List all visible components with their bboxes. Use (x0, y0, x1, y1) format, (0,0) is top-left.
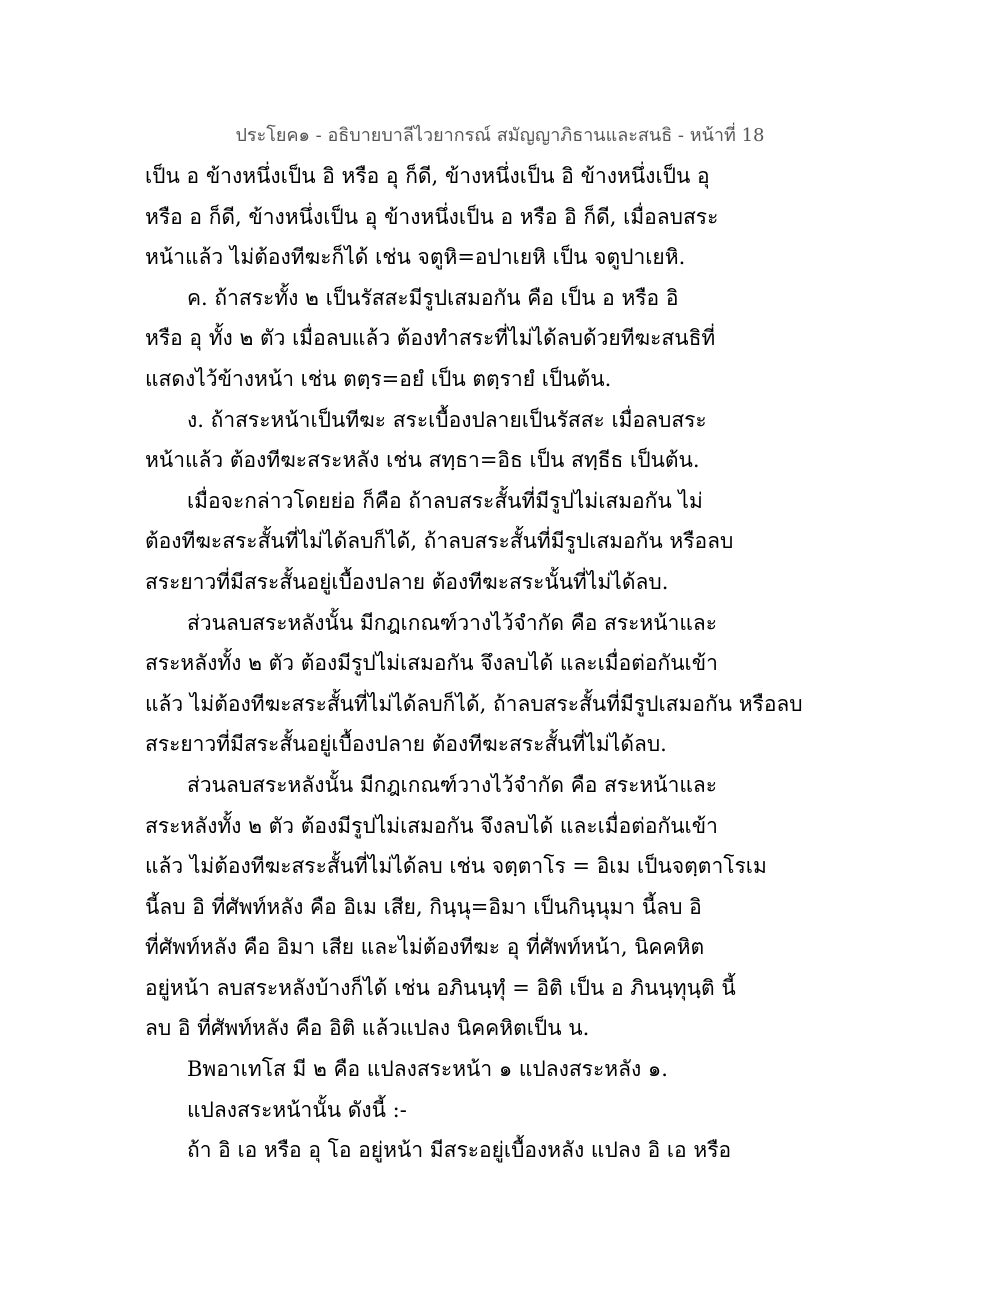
text-line: ที่ศัพท์หลัง คือ อิมา เสีย และไม่ต้องทีฆะ อุ ที่ศัพท์หน้า, นิคคหิต (145, 935, 705, 960)
text-line: เมื่อจะกล่าวโดยย่อ ก็คือ ถ้าลบสระสั้นที่มีรูปไม่เสมอกัน ไม่ (187, 488, 703, 513)
text-line: หน้าแล้ว ต้องทีฆะสระหลัง เช่น สทฺธา=อิธ เป็น สทฺธีธ เป็นต้น. (145, 448, 700, 473)
text-line: แปลงสระหน้านั้น ดังนี้ :- (187, 1097, 407, 1122)
text-line: แสดงไว้ข้างหน้า เช่น ตตฺร=อยํ เป็น ตตฺรายํ เป็นต้น. (145, 366, 612, 391)
text-line: ต้องทีฆะสระสั้นที่ไม่ได้ลบก็ได้, ถ้าลบสระสั้นที่มีรูปเสมอกัน หรือลบ (145, 529, 734, 554)
text-line: สระยาวที่มีสระสั้นอยู่เบื้องปลาย ต้องทีฆะสระนั้นที่ไม่ได้ลบ. (145, 569, 669, 594)
text-line: สระหลังทั้ง ๒ ตัว ต้องมีรูปไม่เสมอกัน จึงลบได้ และเมื่อต่อกันเข้า (145, 813, 718, 838)
text-line: อยู่หน้า ลบสระหลังบ้างก็ได้ เช่น อภินนฺทุํ = อิติ เป็น อ ภินนฺทุนฺติ นี้ (145, 975, 736, 1000)
text-line: หน้าแล้ว ไม่ต้องทีฆะก็ได้ เช่น จตูหิ=อปาเยหิ เป็น จตูปาเยหิ. (145, 245, 686, 270)
text-line: ส่วนลบสระหลังนั้น มีกฎเกณฑ์วางไว้จำกัด คือ สระหน้าและ (187, 772, 718, 797)
running-header: ประโยค๑ - อธิบายบาลีไวยากรณ์ สมัญญาภิธานและสนธิ - หน้าที่ 18 (235, 125, 765, 146)
text-line: ค. ถ้าสระทั้ง ๒ เป็นรัสสะมีรูปเสมอกัน คือ เป็น อ หรือ อิ (187, 285, 679, 310)
text-line: ลบ อิ ที่ศัพท์หลัง คือ อิติ แล้วแปลง นิคคหิตเป็น น. (145, 1016, 590, 1041)
text-line: หรือ อุ ทั้ง ๒ ตัว เมื่อลบแล้ว ต้องทำสระที่ไม่ได้ลบด้วยทีฆะสนธิที่ (145, 326, 716, 351)
text-line: ง. ถ้าสระหน้าเป็นทีฆะ สระเบื้องปลายเป็นรัสสะ เมื่อลบสระ (187, 407, 707, 432)
text-line: ถ้า อิ เอ หรือ อุ โอ อยู่หน้า มีสระอยู่เบื้องหลัง แปลง อิ เอ หรือ (187, 1138, 732, 1163)
text-line: แล้ว ไม่ต้องทีฆะสระสั้นที่ไม่ได้ลบ เช่น จตฺตาโร = อิเม เป็นจตฺตาโรเม (145, 854, 767, 879)
text-line: Bพอาเทโส มี ๒ คือ แปลงสระหน้า ๑ แปลงสระหลัง ๑. (187, 1057, 668, 1082)
text-line: ส่วนลบสระหลังนั้น มีกฎเกณฑ์วางไว้จำกัด คือ สระหน้าและ (187, 610, 718, 635)
text-line: เป็น อ ข้างหนึ่งเป็น อิ หรือ อุ ก็ดี, ข้างหนึ่งเป็น อิ ข้างหนึ่งเป็น อุ (145, 164, 710, 188)
text-line: หรือ อ ก็ดี, ข้างหนึ่งเป็น อุ ข้างหนึ่งเป็น อ หรือ อิ ก็ดี, เมื่อลบสระ (145, 204, 719, 229)
text-line: สระยาวที่มีสระสั้นอยู่เบื้องปลาย ต้องทีฆะสระสั้นที่ไม่ได้ลบ. (145, 732, 667, 757)
text-line: แล้ว ไม่ต้องทีฆะสระสั้นที่ไม่ได้ลบก็ได้, ถ้าลบสระสั้นที่มีรูปเสมอกัน หรือลบ (145, 691, 803, 716)
body-text (145, 156, 875, 1171)
text-line: นี้ลบ อิ ที่ศัพท์หลัง คือ อิเม เสีย, กินฺนุ=อิมา เป็นกินฺนุมา นี้ลบ อิ (145, 894, 702, 919)
text-line: สระหลังทั้ง ๒ ตัว ต้องมีรูปไม่เสมอกัน จึงลบได้ และเมื่อต่อกันเข้า (145, 651, 718, 676)
